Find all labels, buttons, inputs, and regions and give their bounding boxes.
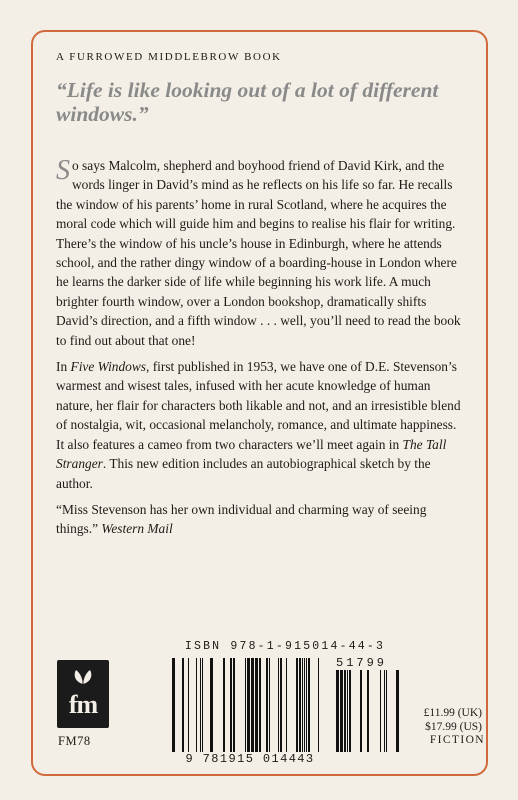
barcode-bar xyxy=(223,658,225,752)
barcode-bar xyxy=(396,670,399,752)
barcode-bar xyxy=(380,670,381,752)
barcode-bar xyxy=(280,658,282,752)
barcode-bar xyxy=(384,670,385,752)
book-title: Five Windows xyxy=(70,359,147,375)
leaf-icon xyxy=(71,668,95,686)
publisher-logo-letters: fm xyxy=(68,690,98,719)
barcode-bar xyxy=(299,658,301,752)
paragraph-2-text-b: , first published in 1953, we have one of D.E. Stevenson’s warmest and wisest tales, infused with her acute knowledge of human nature, her flair for characters both likable and not, and an irresistible blend of nostalgia, wit, occasional melancholy, romance, and ultimate happiness. It also features a cameo from two characters we’ll meet again in xyxy=(56,359,461,452)
blurb-paragraph-1 xyxy=(56,156,466,350)
paragraph-2-text-a: In xyxy=(56,359,71,375)
review-quote xyxy=(56,500,466,539)
barcode-bar xyxy=(188,658,189,752)
ean-digits: 9 781915 014443 xyxy=(185,752,315,766)
barcode-bar xyxy=(269,658,270,752)
barcode-bar xyxy=(296,658,298,752)
barcode-bar xyxy=(202,658,203,752)
barcode-bar xyxy=(304,658,305,752)
barcode-bar xyxy=(233,658,235,752)
barcode-bar xyxy=(259,658,261,752)
barcode-bar xyxy=(247,658,250,752)
isbn-label: ISBN 978-1-915014-44-3 xyxy=(184,640,386,653)
price-uk: £11.99 (UK) xyxy=(423,707,482,719)
review-text: “Miss Stevenson has her own individual and charming way of seeing things.” xyxy=(56,501,427,537)
barcode-bar xyxy=(245,658,246,752)
barcode-bar xyxy=(255,658,258,752)
review-source: Western Mail xyxy=(101,521,173,537)
category-label: FICTION xyxy=(429,734,485,746)
barcode-bar xyxy=(196,658,197,752)
drop-cap: S xyxy=(56,155,70,186)
publisher-logo xyxy=(57,660,109,728)
barcode-bar xyxy=(308,658,310,752)
barcode-bar xyxy=(182,658,184,752)
price-list xyxy=(410,706,482,734)
addon-digits: 51799 xyxy=(336,656,388,670)
related-book-title: The Tall Stranger xyxy=(56,436,447,472)
barcode-bar xyxy=(266,658,268,752)
barcode xyxy=(170,640,402,770)
blurb-paragraph-2 xyxy=(56,357,466,493)
barcode-bar xyxy=(200,658,201,752)
price-us: $17.99 (US) xyxy=(425,721,482,733)
paragraph-1-text: o says Malcolm, shepherd and boyhood friend of David Kirk, and the words linger in David’s mind as he reflects on his life so far. He recalls the window of his parents’ home in rural Scotland, where he acquires the moral code which will guide him and begins to realise his flair for writing. There’s the window of his uncle’s house in Edinburgh, where he attends school, and the rather dingy window of a boarding-house in London where he learns the darker side of life while beginning his work life. A much brighter fourth window, over a London bookshop, dramatically shifts David’s direction, and a fifth window . . . well, you’ll need to read the book to find out about that one! xyxy=(56,158,461,348)
barcode-bar xyxy=(210,658,213,752)
barcode-bar xyxy=(340,670,343,752)
barcode-bar xyxy=(286,658,287,752)
barcode-bar xyxy=(336,670,339,752)
paragraph-2-text-c: . This new edition includes an autobiographical sketch by the author. xyxy=(56,456,431,491)
barcode-bar xyxy=(302,658,303,752)
series-label: A FURROWED MIDDLEBROW BOOK xyxy=(56,51,282,63)
catalog-code: FM78 xyxy=(58,734,91,748)
barcode-bar xyxy=(344,670,346,752)
barcode-bar xyxy=(230,658,232,752)
barcode-bar xyxy=(347,670,348,752)
barcode-bar xyxy=(278,658,279,752)
addon-barcode-bars xyxy=(334,670,400,752)
barcode-bar xyxy=(367,670,369,752)
barcode-bar xyxy=(306,658,307,752)
ean-barcode-bars xyxy=(170,658,330,752)
blurb-text xyxy=(56,156,466,546)
barcode-bar xyxy=(251,658,254,752)
barcode-bar xyxy=(172,658,175,752)
pull-quote: “Life is like looking out of a lot of different windows.” xyxy=(56,78,439,126)
barcode-bar xyxy=(318,658,319,752)
barcode-bar xyxy=(349,670,351,752)
barcode-bar xyxy=(386,670,387,752)
barcode-bar xyxy=(360,670,362,752)
